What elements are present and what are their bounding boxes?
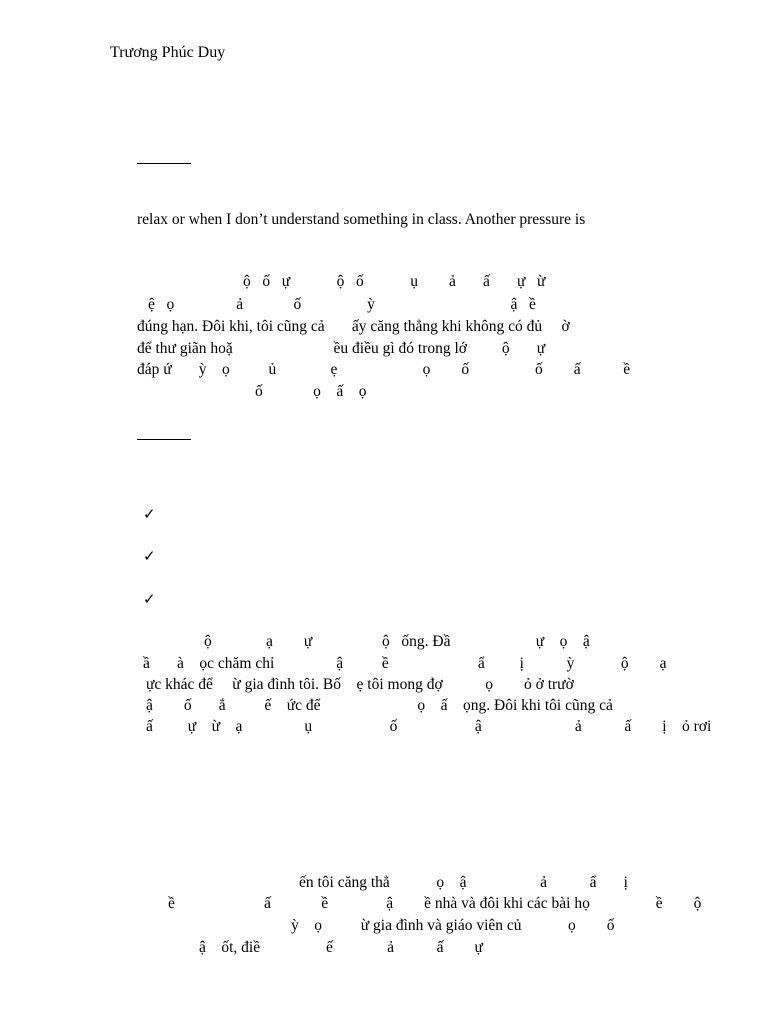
section-rule-1 (137, 163, 191, 164)
paragraph-line: ậ ốt, điề ế ả ấ ự (199, 939, 483, 956)
paragraph-line: ấ ự ừ ạ ụ ố ậ ả ấ ị ỏ rơi (146, 718, 712, 735)
paragraph-line: ỳ ọ ừ gia đình và giáo viên củ ọ ố (291, 917, 615, 934)
section-rule-2 (137, 439, 191, 440)
paragraph-line: để thư giãn hoặ ều điều gì đó trong lớ ộ ự (137, 340, 546, 357)
checkmark-icon: ✓ (143, 505, 156, 523)
paragraph-line: ầ à ọc chăm chỉ ậ ề ẩ ị ỳ ộ ạ (143, 655, 667, 672)
paragraph-line: ực khác để ừ gia đình tôi. Bố ẹ tôi mong đợ ọ ỏ ở trườ (146, 676, 574, 693)
author-name: Trương Phúc Duy (110, 44, 226, 61)
paragraph-line: ộ ố ự ộ ố ụ ả ấ ự ừ (243, 273, 546, 290)
paragraph-line: ố ọ ấ ọ (255, 383, 367, 400)
paragraph-line: ậ ố ắ ế ức để ọ ấ ọng. Đôi khi tôi cũng cả (146, 697, 613, 714)
paragraph-line: đúng hạn. Đôi khi, tôi cũng cả ấy căng thẳng khi không có đủ ờ (137, 318, 570, 335)
checkmark-icon: ✓ (143, 590, 156, 608)
paragraph-line: đáp ứ ỳ ọ ủ ẹ ọ ố ố ấ ề (137, 361, 631, 378)
paragraph-line: ến tôi căng thẳ ọ ậ ả ẩ ị (299, 874, 628, 891)
paragraph-line: ề ấ ề ậ ề nhà và đôi khi các bài họ ề ộ (168, 895, 702, 912)
english-line: relax or when I don’t understand something in class. Another pressure is (137, 211, 586, 228)
checkmark-icon: ✓ (143, 547, 156, 565)
paragraph-line: ệ ọ ả ố ỳ ậ ề (148, 296, 536, 313)
paragraph-line: ộ ạ ự ộ ống. Đầ ự ọ ậ (204, 633, 590, 650)
